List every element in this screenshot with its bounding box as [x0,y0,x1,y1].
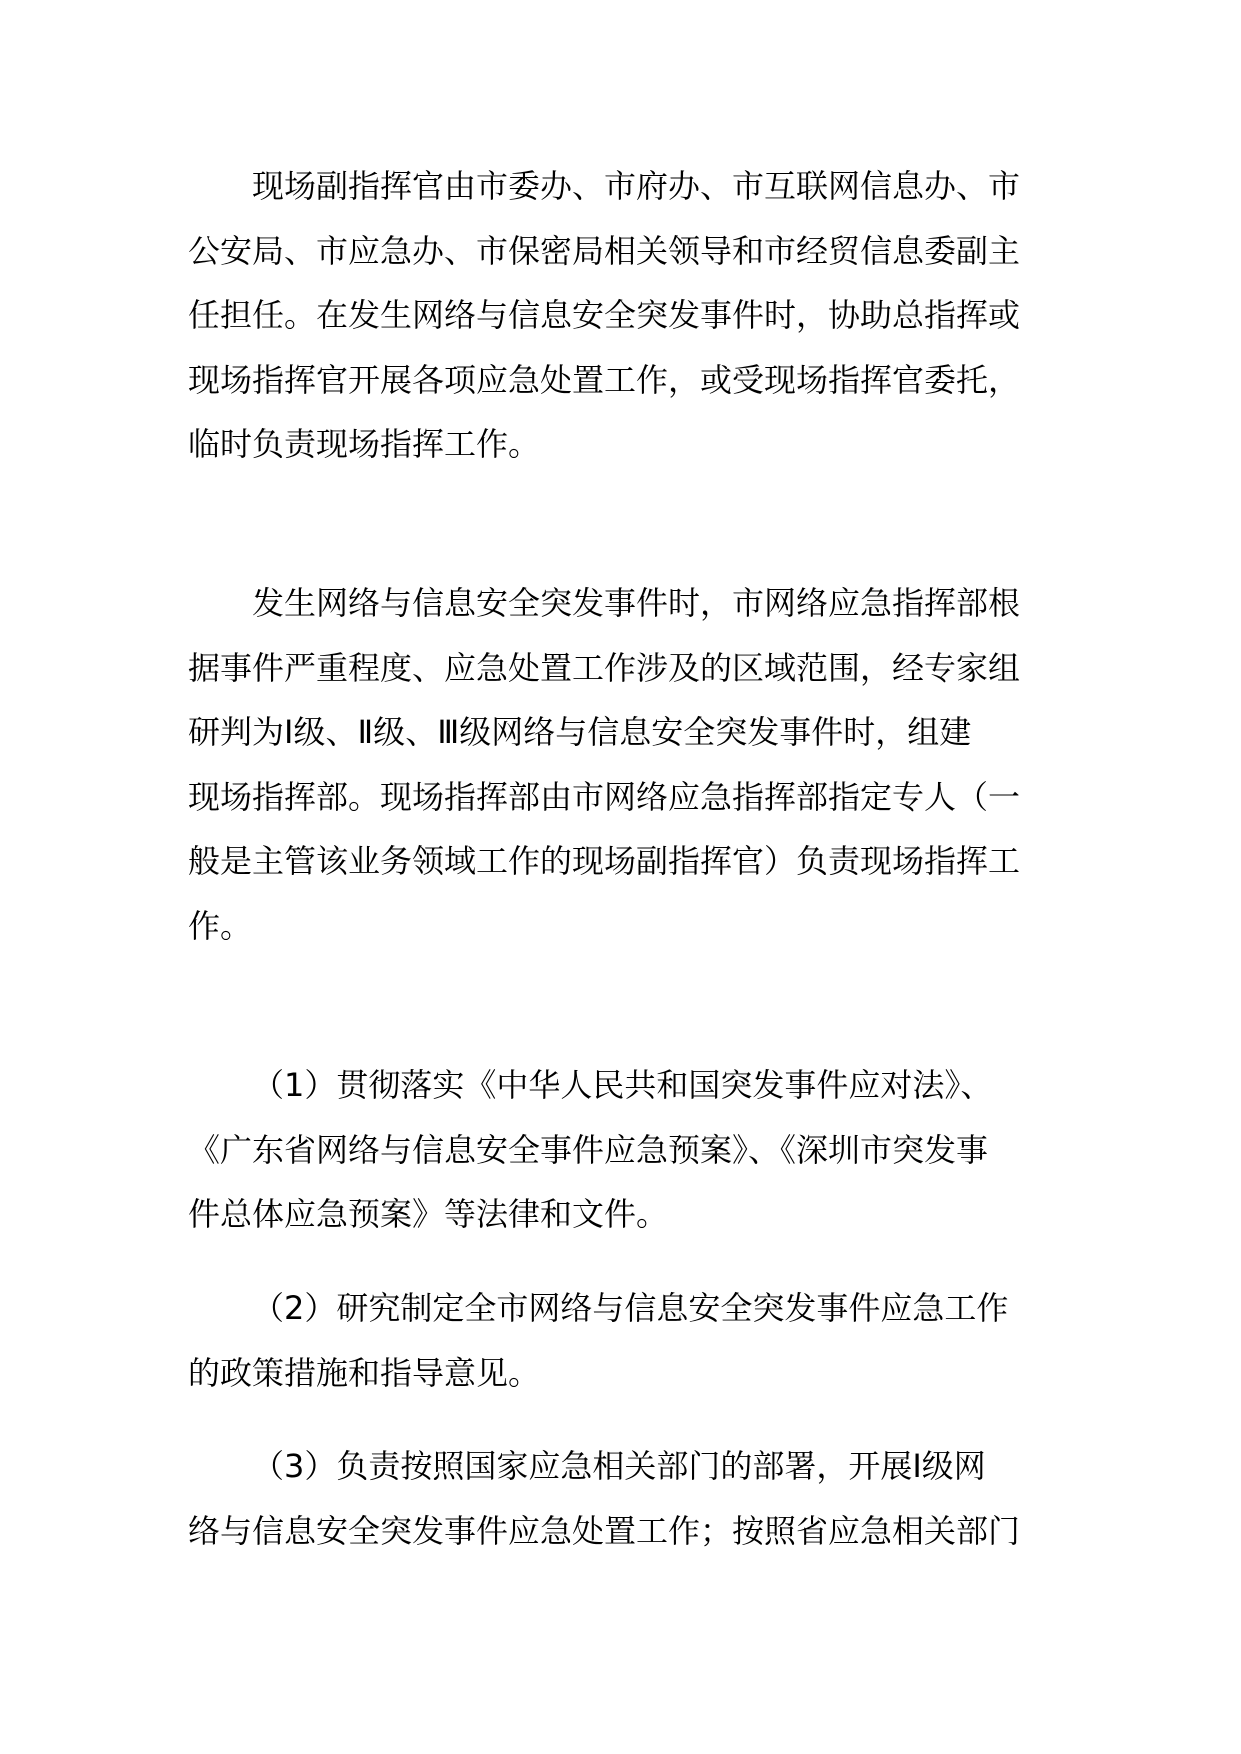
paragraph-line: 作。 [188,906,253,945]
paragraph-line: 络与信息安全突发事件应急处置工作；按照省应急相关部门 [188,1511,1021,1550]
paragraph-line: 公安局、市应急办、市保密局相关领导和市经贸信息委副主 [188,231,1021,270]
paragraph-line: （1）贯彻落实《中华人民共和国突发事件应对法》、 [252,1066,993,1104]
paragraph-onsite-command [188,571,1058,958]
paragraph-item-1 [188,1053,1058,1247]
paragraph-line: 现场副指挥官由市委办、市府办、市互联网信息办、市 [252,167,1021,205]
paragraph-line: 的政策措施和指导意见。 [188,1353,541,1392]
paragraph-line: 件总体应急预案》等法律和文件。 [188,1195,669,1233]
paragraph-line: 般是主管该业务领域工作的现场副指挥官）负责现场指挥工 [188,842,1021,880]
paragraph-line: 研判为Ⅰ级、Ⅱ级、Ⅲ级网络与信息安全突发事件时，组建 [188,713,972,751]
paragraph-deputy-commander [188,154,1058,477]
paragraph-line: 发生网络与信息安全突发事件时，市网络应急指挥部根 [252,584,1021,622]
paragraph-item-3 [188,1434,1058,1563]
paragraph-line: （2）研究制定全市网络与信息安全突发事件应急工作 [252,1289,1009,1327]
paragraph-line: 现场指挥官开展各项应急处置工作，或受现场指挥官委托， [188,360,1021,399]
paragraph-line: 临时负责现场指挥工作。 [188,425,541,463]
paragraph-line: 据事件严重程度、应急处置工作涉及的区域范围，经专家组 [188,648,1021,687]
paragraph-line: 《广东省网络与信息安全事件应急预案》、《深圳市突发事 [188,1130,989,1169]
paragraph-line: 任担任。在发生网络与信息安全突发事件时，协助总指挥或 [188,296,1021,334]
paragraph-line: （3）负责按照国家应急相关部门的部署，开展Ⅰ级网 [252,1447,986,1485]
paragraph-item-2 [188,1276,1058,1405]
paragraph-line: 现场指挥部。现场指挥部由市网络应急指挥部指定专人（一 [188,777,1021,816]
